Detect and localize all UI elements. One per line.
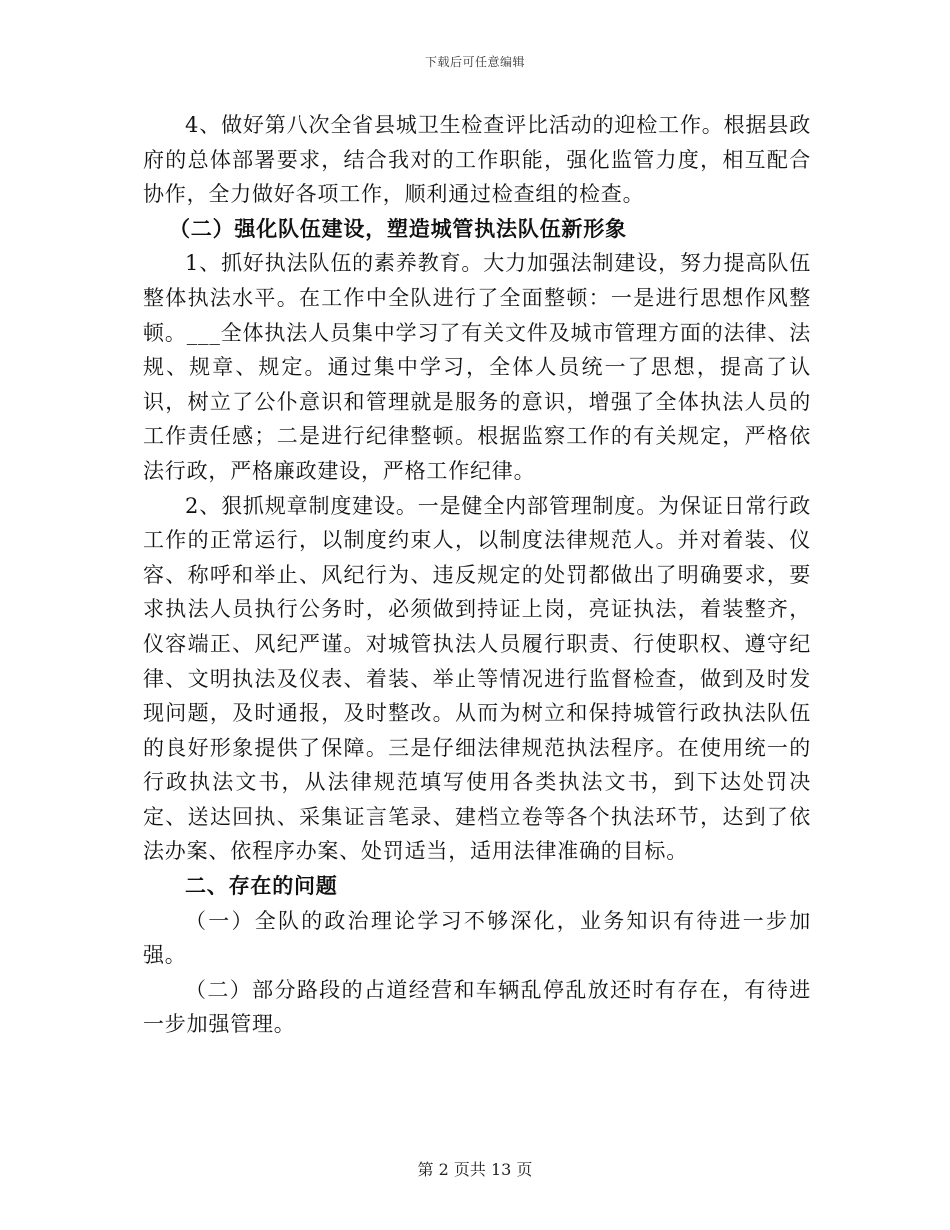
document-body [143,108,811,1042]
paragraph-problem-1: （一）全队的政治理论学习不够深化，业务知识有待进一步加强。 [143,908,811,968]
paragraph-inspection-prep: 4、做好第八次全省县城卫生检查评比活动的迎检工作。根据县政府的总体部署要求，结合我对的工作职能，强化监管力度，相互配合协作，全力做好各项工作，顺利通过检查组的检查。 [143,113,811,207]
paragraph-team-education: 1、抓好执法队伍的素养教育。大力加强法制建设，努力提高队伍整体执法水平。在工作中全队进行了全面整顿：一是进行思想作风整顿。___全体执法人员集中学习了有关文件及城市管理方面的法律、法规、规章、规定。通过集中学习，全体人员统一了思想，提高了认识，树立了公仆意识和管理就是服务的意识，增强了全体执法人员的工作责任感；二是进行纪律整顿。根据监察工作的有关规定，严格依法行政，严格廉政建设，严格工作纪律。 [143,251,811,483]
paragraph-rules-system: 2、狠抓规章制度建设。一是健全内部管理制度。为保证日常行政工作的正常运行，以制度约束人，以制度法律规范人。并对着装、仪容、称呼和举止、风纪行为、违反规定的处罚都做出了明确要求，要求执法人员执行公务时，必须做到持证上岗，亮证执法，着装整齐，仪容端正、风纪严谨。对城管执法人员履行职责、行使职权、遵守纪律、文明执法及仪表、着装、举止等情况进行监督检查，做到及时发现问题，及时通报，及时整改。从而为树立和保持城管行政执法队伍的良好形象提供了保障。三是仔细法律规范执法程序。在使用统一的行政执法文书，从法律规范填写使用各类执法文书，到下达处罚决定、送达回执、采集证言笔录、建档立卷等各个执法环节，达到了依法办案、依程序办案、处罚适当，适用法律准确的目标。 [143,493,811,864]
page-number-footer: 第 2 页共 13 页 [417,1160,533,1179]
section-heading-team-building: （二）强化队伍建设，塑造城管执法队伍新形象 [169,216,627,241]
section-heading-problems: 二、存在的问题 [185,874,338,899]
paragraph-problem-2: （二）部分路段的占道经营和车辆乱停乱放还时有存在，有待进一步加强管理。 [143,977,811,1037]
header-note: 下载后可任意编辑 [424,55,525,69]
